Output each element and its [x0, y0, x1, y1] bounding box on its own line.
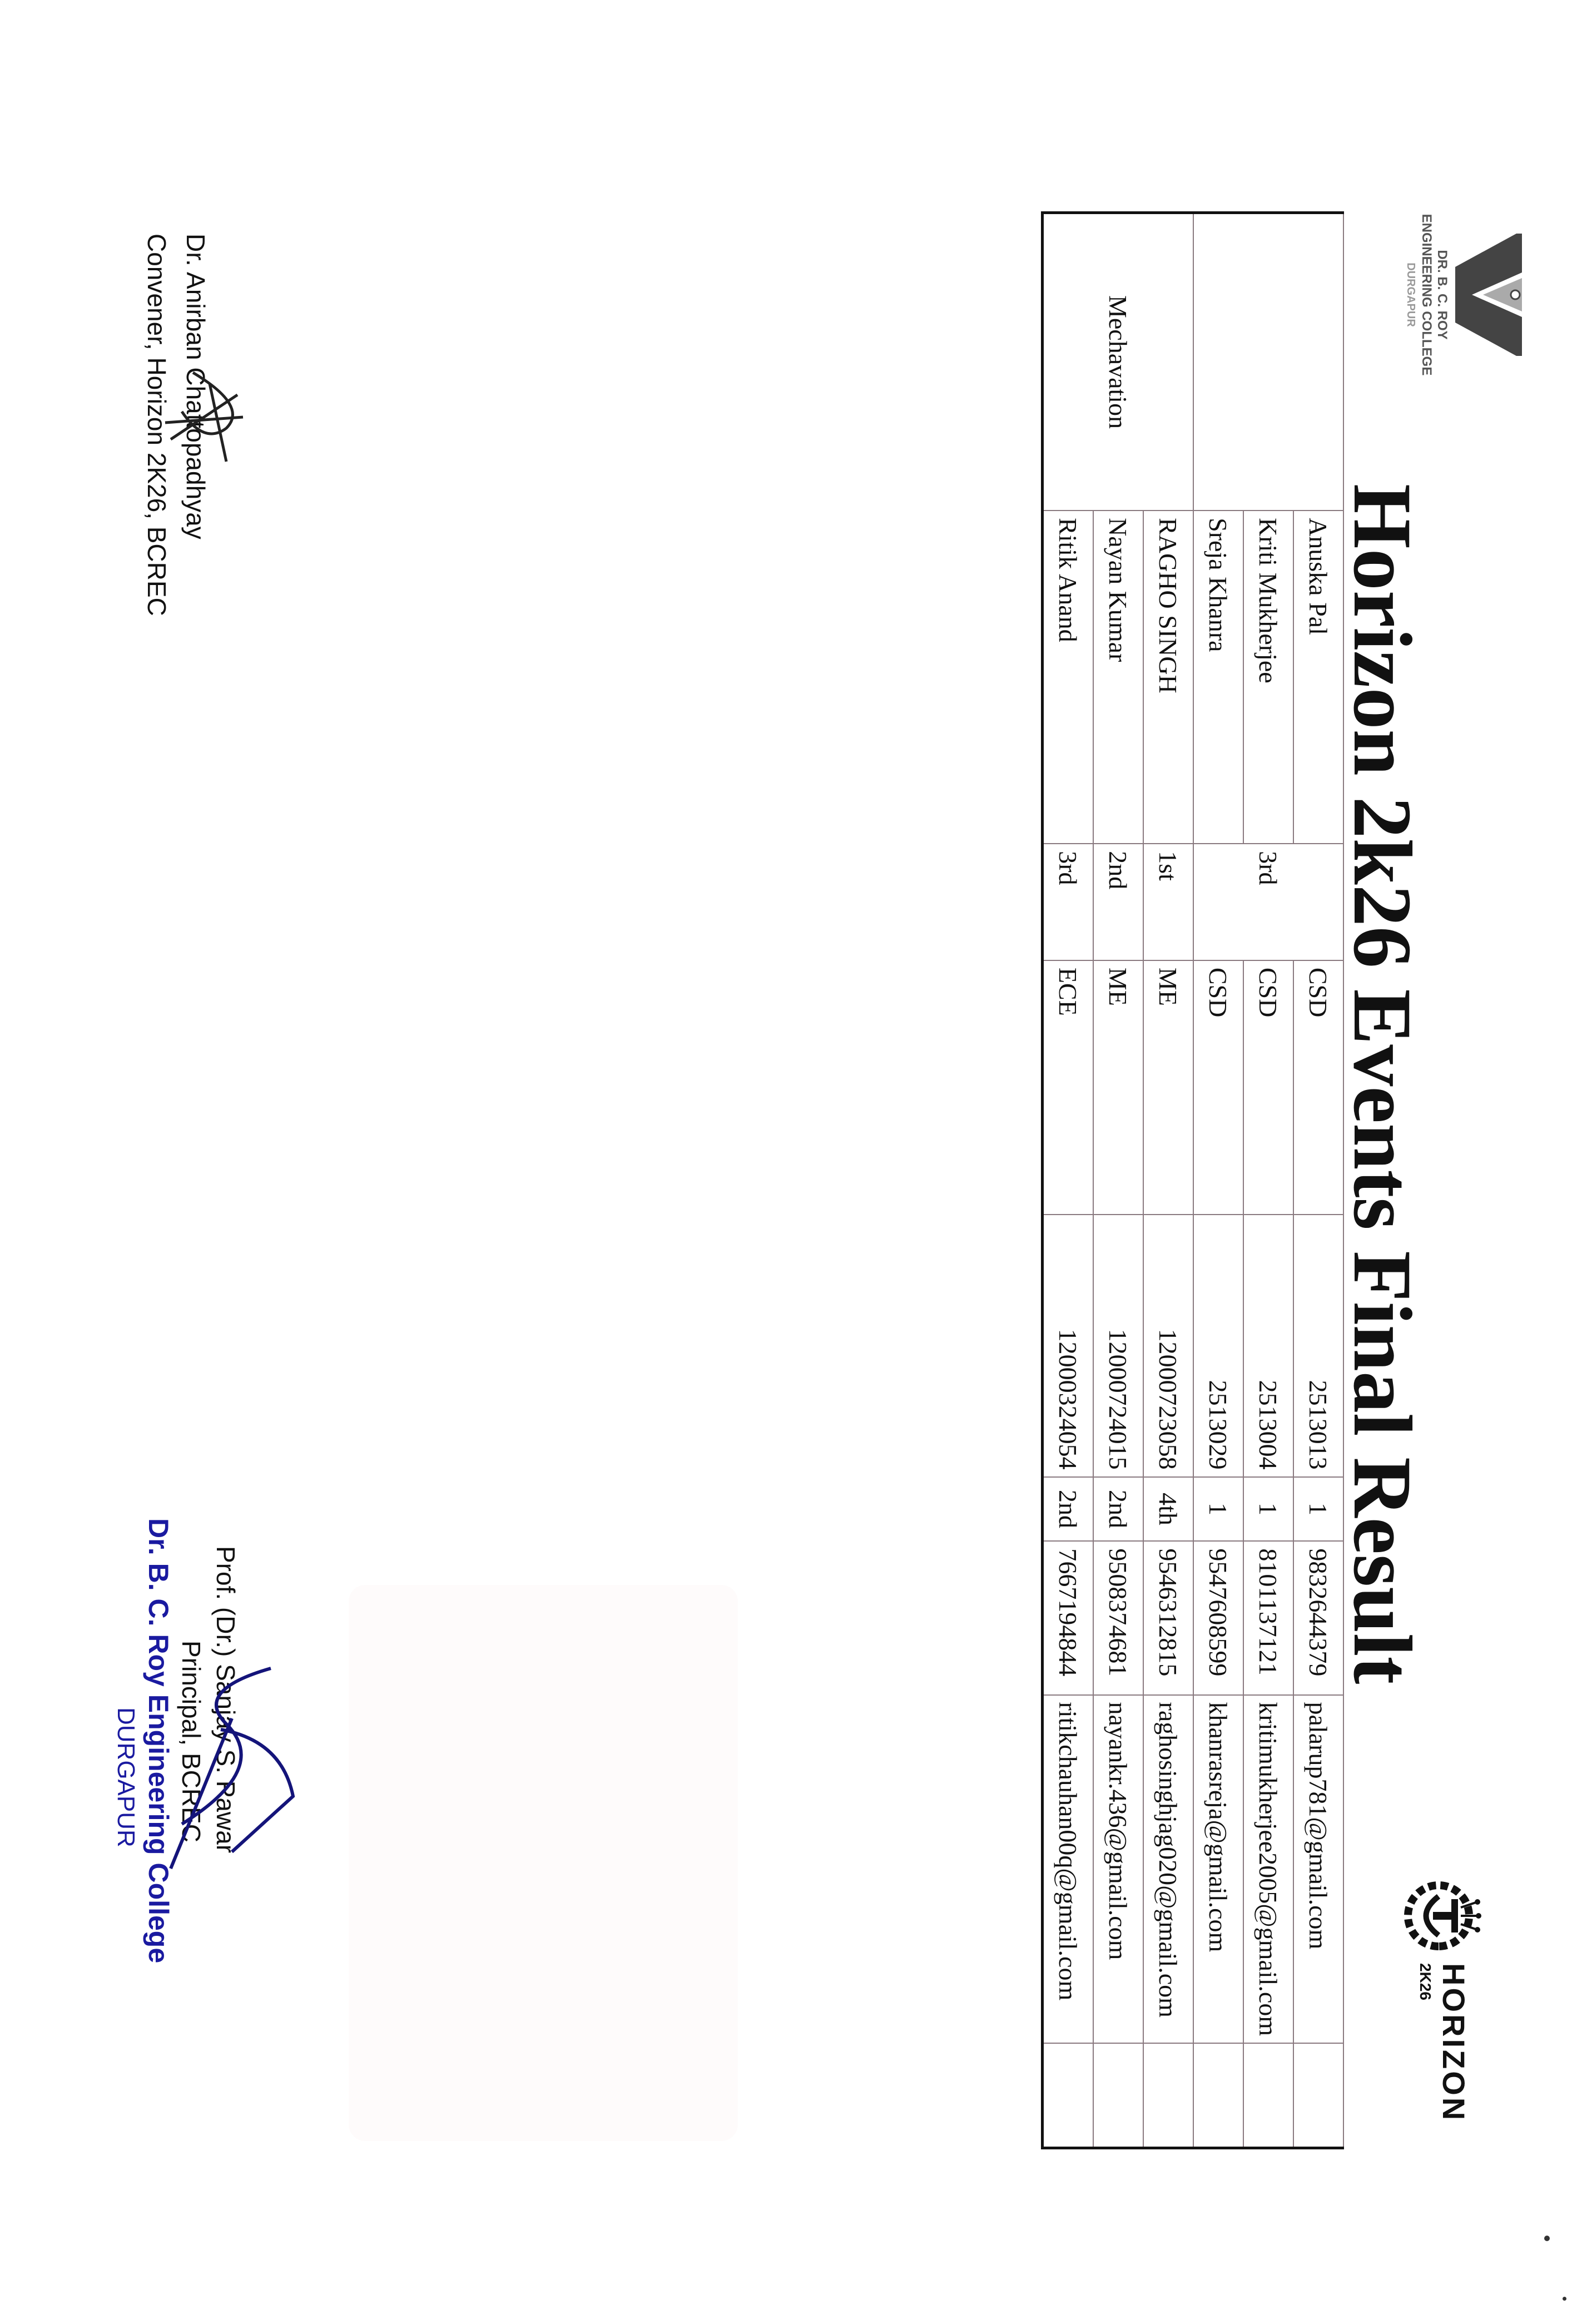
convener-signature-icon	[160, 361, 260, 473]
email-cell: khanrasreja@gmail.com	[1193, 1695, 1243, 2044]
email-cell: kritimukherjee2005@gmail.com	[1243, 1695, 1293, 2044]
phone-cell: 8101137121	[1243, 1541, 1293, 1694]
email-cell: raghosinghjag020@gmail.com	[1143, 1695, 1193, 2044]
dept-cell: ME	[1143, 960, 1193, 1215]
year-cell: 1	[1243, 1477, 1293, 1542]
college-logo-line1: DR. B. C. ROY	[1435, 250, 1450, 340]
phone-cell: 9832644379	[1293, 1541, 1343, 1694]
dept-cell: CSD	[1243, 960, 1293, 1215]
phone-cell: 9508374681	[1093, 1541, 1143, 1694]
page-title: Horizon 2k26 Events Final Result	[1336, 484, 1429, 1684]
position-cell: 2nd	[1093, 844, 1143, 960]
dept-cell: ME	[1093, 960, 1143, 1215]
phone-cell: 9547608599	[1193, 1541, 1243, 1694]
convener-role: Convener, Horizon 2K26, BCREC	[142, 234, 171, 616]
blank-cell	[1193, 2043, 1243, 2148]
name-cell: Sreja Khanra	[1193, 511, 1243, 844]
phone-cell: 9546312815	[1143, 1541, 1193, 1694]
principal-role: Principal, BCREC	[177, 1641, 206, 1842]
name-cell: Nayan Kumar	[1093, 511, 1143, 844]
event-cell: Mechavation	[1043, 213, 1194, 511]
roll-cell: 12000723058	[1143, 1215, 1193, 1476]
bcrec-logo	[1400, 211, 1528, 378]
results-table	[1041, 211, 1344, 2149]
convener-signature-block	[137, 234, 215, 616]
blank-cell	[1093, 2043, 1143, 2148]
scan-speck	[1544, 2236, 1550, 2241]
event-logo-sub: 2K26	[1417, 1963, 1434, 2000]
college-logo-line3: DURGAPUR	[1405, 262, 1417, 327]
college-stamp-line1: Dr. B. C. Roy Engineering College	[143, 1518, 174, 1964]
roll-cell: 2513029	[1193, 1215, 1243, 1476]
roll-cell: 2513013	[1293, 1215, 1343, 1476]
blank-cell	[1293, 2043, 1343, 2148]
principal-signature-block	[108, 1518, 243, 1964]
college-stamp-line2: DURGAPUR	[112, 1707, 140, 1847]
name-cell: Anuska Pal	[1293, 511, 1343, 844]
year-cell: 1	[1193, 1477, 1243, 1542]
year-cell: 2nd	[1043, 1477, 1094, 1542]
year-cell: 2nd	[1093, 1477, 1143, 1542]
horizon-logo	[1383, 1874, 1494, 2123]
blank-cell	[1143, 2043, 1193, 2148]
blank-cell	[1243, 2043, 1293, 2148]
roll-cell: 12000324054	[1043, 1215, 1094, 1476]
dept-cell: CSD	[1293, 960, 1343, 1215]
scan-speck	[1563, 2297, 1566, 2301]
roll-cell: 12000724015	[1093, 1215, 1143, 1476]
name-cell: Ritik Anand	[1043, 511, 1094, 844]
dept-cell: ECE	[1043, 960, 1094, 1215]
name-cell: Kriti Mukherjee	[1243, 511, 1293, 844]
event-cell	[1193, 213, 1343, 511]
event-logo-word: HORIZON	[1436, 1963, 1471, 2123]
horizon-gear-logo-icon	[1400, 1874, 1483, 1958]
name-cell: RAGHO SINGH	[1143, 511, 1193, 844]
bcrec-logo-icon	[1450, 234, 1528, 356]
position-cell: 3rd	[1193, 844, 1343, 960]
blank-cell	[1043, 2043, 1094, 2148]
table-row	[1293, 213, 1343, 2148]
college-logo-line2: ENGINEERING COLLEGE	[1419, 214, 1434, 376]
principal-signature-icon	[160, 1657, 304, 1891]
principal-name: Prof. (Dr.) Sanjay S. Pawar	[211, 1546, 240, 1854]
faint-stamp-mark	[349, 1585, 738, 2141]
dept-cell: CSD	[1193, 960, 1243, 1215]
table-row	[1143, 213, 1193, 2148]
position-cell: 1st	[1143, 844, 1193, 960]
roll-cell: 2513004	[1243, 1215, 1293, 1476]
year-cell: 4th	[1143, 1477, 1193, 1542]
email-cell: ritikchauhan00q@gmail.com	[1043, 1695, 1094, 2044]
phone-cell: 7667194844	[1043, 1541, 1094, 1694]
convener-name: Dr. Anirban Chattopadhyay	[181, 234, 210, 539]
email-cell: palarup781@gmail.com	[1293, 1695, 1343, 2044]
year-cell: 1	[1293, 1477, 1343, 1542]
email-cell: nayankr.436@gmail.com	[1093, 1695, 1143, 2044]
position-cell: 3rd	[1043, 844, 1094, 960]
